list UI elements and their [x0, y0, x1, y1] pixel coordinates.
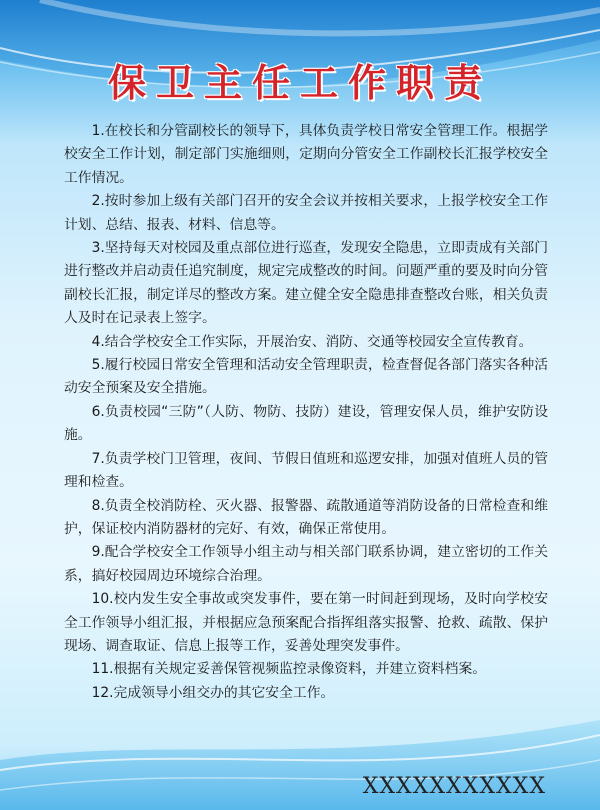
duty-item-5: 5.履行校园日常安全管理和活动安全管理职责，检查督促各部门落实各种活动安全预案及安全措施。 [64, 357, 548, 397]
duty-item-3: 3.坚持每天对校园及重点部位进行巡查，发现安全隐患，立即责成有关部门进行整改并启动责任追究制度，规定完成整改的时间。问题严重的要及时向分管副校长汇报，制定详尽的整改方案。建立健全安全隐患排查整改台账，相关负责人及时在记录表上签字。 [64, 240, 548, 327]
duty-item-7: 7.负责学校门卫管理，夜间、节假日值班和巡逻安排，加强对值班人员的管理和检查。 [64, 450, 548, 491]
duty-item-10: 10.校内发生安全事故或突发事件，要在第一时间赶到现场，及时向学校安全工作领导小组汇报，并根据应急预案配合指挥组落实报警、抢救、疏散、保护现场、调查取证、信息上报等工作，妥善处理突发事件。 [64, 591, 548, 654]
duty-item-2: 2.按时参加上级有关部门召开的安全会议并按相关要求，上报学校安全工作计划、总结、报表、材料、信息等。 [64, 193, 548, 233]
duties-list [64, 120, 548, 705]
page-title: 保卫主任工作职责 [107, 60, 492, 105]
duty-item-9: 9.配合学校安全工作领导小组主动与相关部门联系协调，建立密切的工作关系，搞好校园周边环境综合治理。 [64, 544, 548, 584]
duty-item-4: 4.结合学校安全工作实际，开展治安、消防、交通等校园安全宣传教育。 [91, 333, 533, 350]
duty-item-6: 6.负责校园“三防”（人防、物防、技防）建设，管理安保人员，维护安防设施。 [64, 403, 548, 444]
duty-item-11: 11.根据有关规定妥善保管视频监控录像资料，并建立资料档案。 [91, 661, 487, 678]
duty-item-12: 12.完成领导小组交办的其它安全工作。 [91, 684, 335, 701]
duty-item-1: 1.在校长和分管副校长的领导下，具体负责学校日常安全管理工作。根据学校安全工作计划，制定部门实施细则，定期向分管安全工作副校长汇报学校安全工作情况。 [64, 123, 548, 186]
signature-placeholder: XXXXXXXXXXX [362, 774, 546, 799]
duty-item-8: 8.负责全校消防栓、灭火器、报警器、疏散通道等消防设备的日常检查和维护，保证校内消防器材的完好、有效，确保正常使用。 [64, 497, 548, 537]
